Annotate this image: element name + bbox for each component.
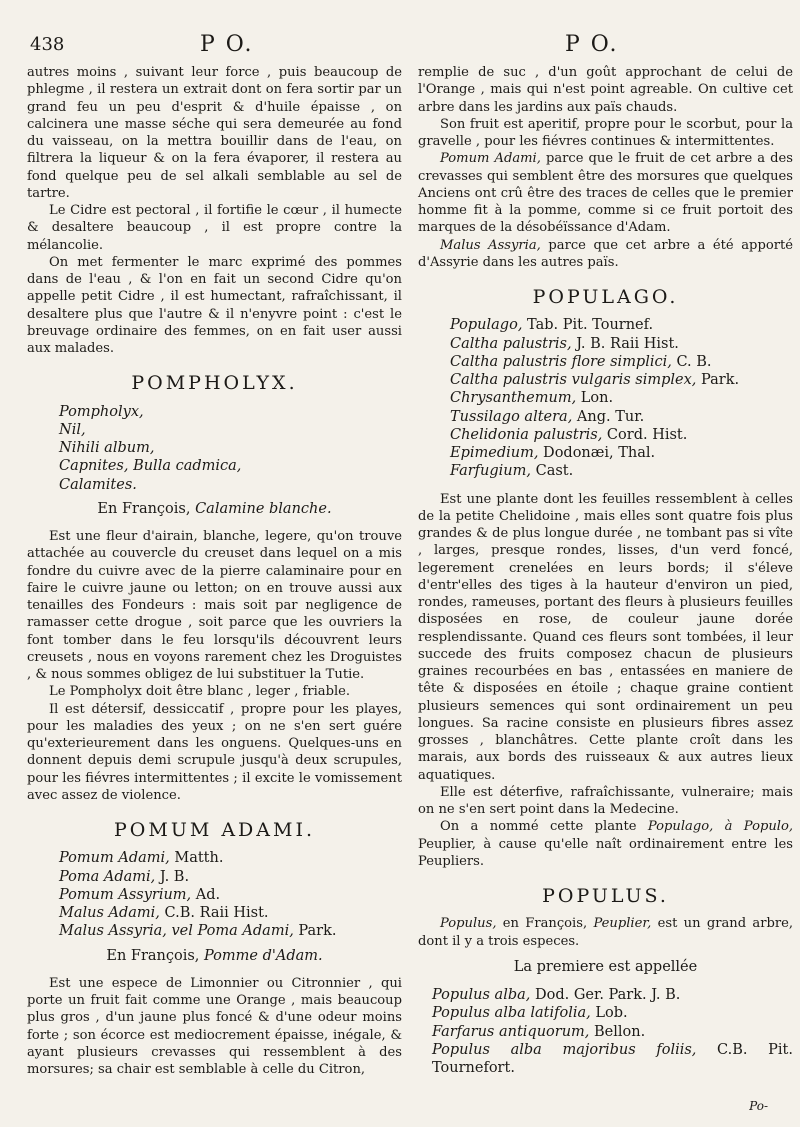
synonym: Malus Adami, C.B. Raii Hist.: [59, 905, 269, 921]
synonym: Caltha palustris, J. B. Raii Hist.: [450, 335, 679, 352]
catchword: Po-: [749, 1099, 768, 1113]
synonym: Caltha palustris vulgaris simplex, Park.: [450, 372, 740, 388]
sub-heading: La premiere est appellée: [513, 958, 698, 975]
french-name-line: [27, 500, 402, 518]
paragraph: Est une espece de Limonnier ou Citronnier , qui porte un fruit fait comme une Orange , mais beaucoup plus gros , d'un jaune plus foncé & d'une odeur moins forte ; son écorce est mediocrement épaisse, inégale, & ayant plusieurs crevasses qui ressemblent à des morsures; sa chair est semblable à celle du Citron,: [27, 975, 402, 1077]
paragraph: autres moins , suivant leur force , puis beaucoup de phlegme , il restera un extrait dont on fera sortir par un grand feu un peu d'esprit & d'huile épaisse , on calcinera une masse séche qui sera demeurée au fond du vaisseau, on la mettra bouillir dans de l'eau, on filtrera la liqueur & on la fera évaporer, il restera au fond quelque peu de sel alkali semblable au sel de tartre.: [27, 65, 402, 201]
running-head-right: P O.: [565, 32, 619, 57]
running-header: [0, 30, 800, 60]
paragraph: Est une plante dont les feuilles ressemblent à celles de la petite Chelidoine , mais elles sont quatre fois plus grandes & de plus longue durée , ne tombant pas si vîte , larges, presque rondes, lisses, d'un verd foncé, legerement crenelées en leurs bords; il s'éleve d'entr'elles des tiges à la hauteur d'environ un pied, rondes, rameuses, portant des fleurs à plusieurs feuilles disposées en rose, de couleur jaune dorée resplendissante. Quand ces fleurs sont tombées, il leur succede des fruits composez chacun de plusieurs graines recourbées en bas , entassées en maniere de tête & disposées en étoile ; chaque graine contient plusieurs semences qui sont ordinairement un peu longues. Sa racine consiste en plusieurs fibres assez grosses , blanchâtres. Cette plante croît dans les marais, aux bords des ruisseaux & aux autres lieux aquatiques.: [418, 491, 793, 783]
synonym-list: [59, 403, 402, 494]
synonym: Tussilago altera, Ang. Tur.: [450, 408, 645, 425]
section-title-pomum-adami: POMUM ADAMI.: [114, 819, 315, 841]
section-title-populago: POPULAGO.: [532, 286, 679, 308]
paragraph: Son fruit est aperitif, propre pour le scorbut, pour la gravelle , pour les fiévres continues & intermittentes.: [418, 116, 793, 149]
paragraph: Est une fleur d'airain, blanche, legere, qu'on trouve attachée au couvercle du creuset dans lequel on a mis fondre du cuivre avec de la pierre calaminaire pour en faire le cuivre jaune ou letton; on en trouve aussi aux tenailles des Fondeurs : mais soit par negligence de ramasser cette drogue , soit parce que les ouvriers la font tomber dans le feu lorsqu'ils découvrent leurs creusets , nous en voyons rarement chez les Droguistes , & nous sommes obligez de lui substituer la Tutie.: [27, 529, 402, 682]
synonym: Poma Adami, J. B.: [59, 868, 190, 885]
synonym-list: [450, 316, 793, 480]
paragraph: Malus Assyria, parce que cet arbre a été apporté d'Assyrie dans les autres païs.: [418, 237, 793, 270]
synonym: Pomum Adami, Matth.: [59, 850, 224, 867]
paragraph: remplie de suc , d'un goût approchant de celui de l'Orange , mais qui n'est point agreable. On cultive cet arbre dans les jardins aux païs chauds.: [418, 65, 793, 115]
synonym: Caltha palustris flore simplici, C. B.: [450, 353, 712, 370]
section-title-pompholyx: POMPHOLYX.: [131, 372, 298, 395]
synonym: Nil,: [59, 421, 86, 438]
section-title-populus: POPULUS.: [542, 885, 669, 907]
synonym: Populago, Tab. Pit. Tournef.: [450, 317, 654, 334]
synonym: Chelidonia palustris, Cord. Hist.: [450, 426, 688, 443]
paragraph: Il est détersif, dessiccatif , propre pour les playes, pour les maladies des yeux ; on ne s'en sert guére qu'exterieurement dans les onguens. Quelques-uns en donnent depuis demi scrupule jusqu'à deux scrupules, pour les fiévres intermittentes ; il excite le vomissement avec assez de violence.: [27, 701, 402, 803]
synonym: Nihili album,: [59, 440, 155, 456]
synonym: Malus Assyria, vel Poma Adami, Park.: [59, 923, 337, 940]
paragraph: Populus, en François, Peuplier, est un grand arbre, dont il y a trois especes.: [418, 916, 794, 949]
synonym: Pomum Assyrium, Ad.: [59, 886, 221, 903]
synonym: Calamites.: [59, 476, 137, 493]
synonym: Farfarus antiquorum, Bellon.: [432, 1023, 646, 1040]
synonym: Farfugium, Cast.: [450, 463, 574, 480]
synonym-list: [432, 986, 793, 1077]
paragraph: On a nommé cette plante Populago, à Populo, Peuplier, à cause qu'elle naît ordinairement entre les Peupliers.: [418, 819, 793, 869]
synonym: Chrysanthemum, Lon.: [450, 390, 614, 407]
left-column: [27, 64, 402, 1078]
paragraph: Pomum Adami, parce que le fruit de cet arbre a des crevasses qui semblent être des morsures que quelques Anciens ont crû être des traces de celles que le premier homme fit à la pomme, comme si ce fruit portoit des marques de la désobéïssance d'Adam.: [418, 151, 793, 236]
page-number: 438: [30, 34, 65, 55]
synonym-list: [59, 849, 402, 940]
synonym: Capnites, Bulla cadmica,: [59, 458, 242, 475]
paragraph: Elle est déterfive, rafraîchissante, vulneraire; mais on ne s'en sert point dans la Medecine.: [418, 784, 793, 817]
right-column: [418, 64, 793, 1077]
synonym: Epimedium, Dodonæi, Thal.: [450, 445, 656, 461]
synonym: Pompholyx,: [59, 403, 144, 420]
synonym: Populus alba majoribus foliis, C.B. Pit. Tournefort.: [432, 1041, 793, 1076]
french-name-line: [27, 947, 402, 965]
synonym: Populus alba latifolia, Lob.: [432, 1005, 628, 1022]
french-prefix: En François,: [97, 500, 191, 517]
french-name: Calamine blanche.: [195, 500, 332, 517]
running-head-left: P O.: [200, 32, 254, 57]
paragraph: Le Cidre est pectoral , il fortifie le cœur , il humecte & desaltere beaucoup , il est propre contre la mélancolie.: [27, 203, 402, 253]
paragraph: On met fermenter le marc exprimé des pommes dans de l'eau , & l'on en fait un second Cidre qu'on appelle petit Cidre , il est humectant, rafraîchissant, il desaltere plus que l'autre & il n'enyvre point : c'est le breuvage ordinaire des femmes, on en fait user aussi aux malades.: [27, 254, 402, 356]
french-name: Pomme d'Adam.: [204, 947, 323, 964]
paragraph: Le Pompholyx doit être blanc , leger , friable.: [49, 684, 351, 700]
french-prefix: En François,: [106, 947, 200, 964]
synonym: Populus alba, Dod. Ger. Park. J. B.: [432, 987, 681, 1003]
